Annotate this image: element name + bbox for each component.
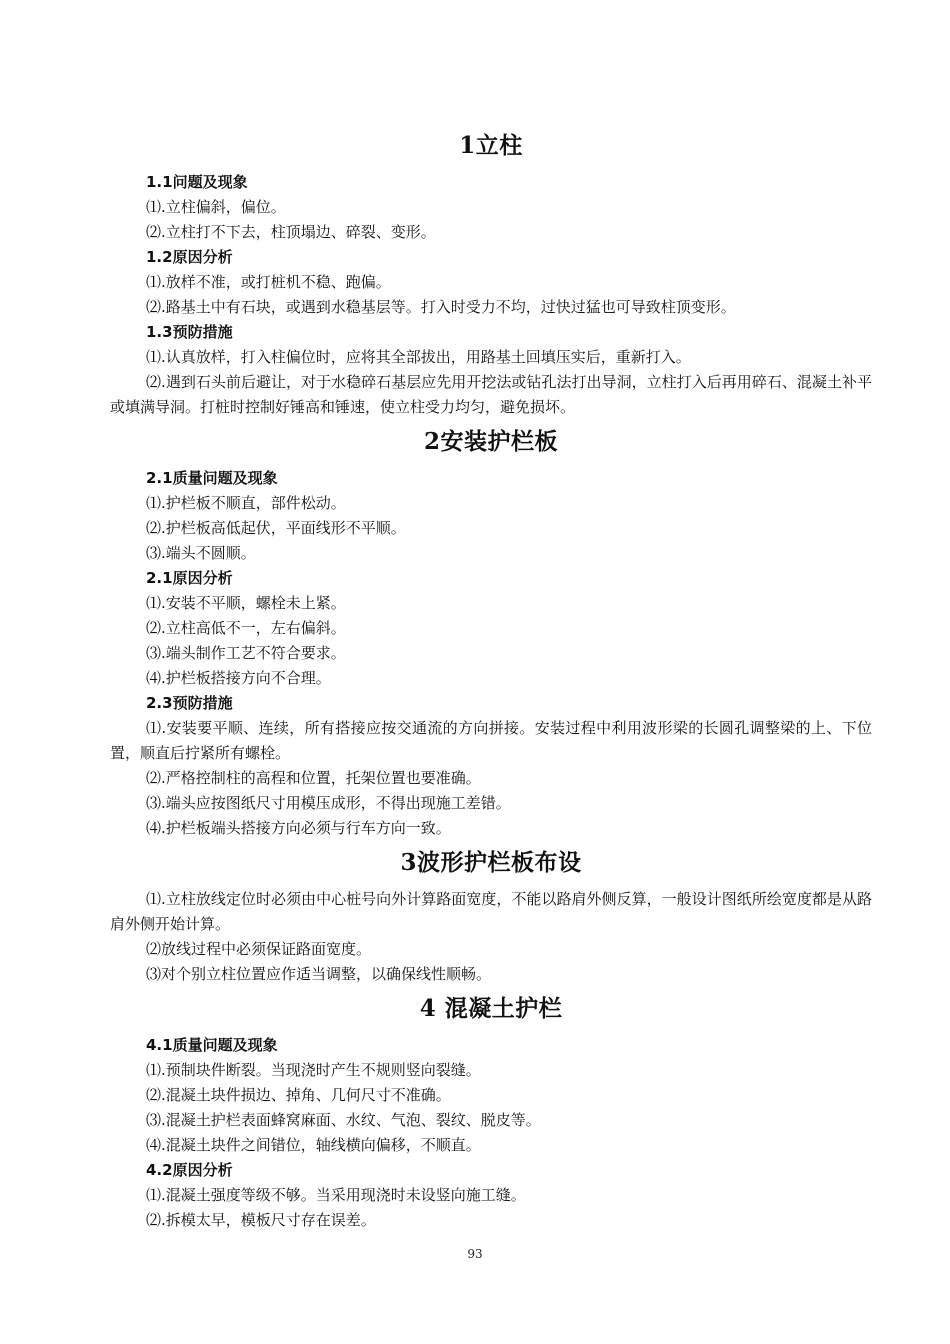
- paragraph: ⑵.严格控制柱的高程和位置，托架位置也要准确。: [146, 769, 481, 787]
- paragraph: ⑶.混凝土护栏表面蜂窝麻面、水纹、气泡、裂纹、脱皮等。: [146, 1111, 541, 1129]
- subsection-heading: 1.3预防措施: [146, 323, 233, 341]
- page-number: 93: [467, 1247, 483, 1261]
- paragraph: ⑴.立柱放线定位时必须由中心桩号向外计算路面宽度，不能以路肩外侧反算，一般设计图纸所绘宽度都是从路肩外侧开始计算。: [110, 890, 872, 933]
- paragraph: ⑴.预制块件断裂。当现浇时产生不规则竖向裂缝。: [146, 1061, 481, 1079]
- paragraph: ⑴.混凝土强度等级不够。当采用现浇时未设竖向施工缝。: [146, 1186, 526, 1204]
- paragraph: ⑴.安装不平顺，螺栓未上紧。: [146, 594, 346, 612]
- section-title: 3波形护栏板布设: [400, 849, 582, 876]
- section-title: 1立柱: [459, 132, 523, 159]
- subsection-heading: 4.1质量问题及现象: [146, 1036, 278, 1054]
- paragraph: ⑶对个别立柱位置应作适当调整，以确保线性顺畅。: [146, 965, 492, 983]
- paragraph: ⑷.护栏板端头搭接方向必须与行车方向一致。: [146, 819, 451, 837]
- paragraph: ⑶.端头不圆顺。: [146, 544, 256, 562]
- paragraph: ⑴.立柱偏斜，偏位。: [146, 198, 286, 216]
- paragraph: ⑵.路基土中有石块，或遇到水稳基层等。打入时受力不均，过快过猛也可导致柱顶变形。: [146, 298, 736, 316]
- section-title: 2安装护栏板: [423, 428, 558, 455]
- subsection-heading: 2.1原因分析: [146, 569, 233, 587]
- paragraph: ⑶.端头制作工艺不符合要求。: [146, 644, 346, 662]
- paragraph: ⑴.护栏板不顺直，部件松动。: [146, 494, 346, 512]
- subsection-heading: 4.2原因分析: [146, 1161, 233, 1179]
- paragraph: ⑵.立柱打不下去，柱顶塌边、碎裂、变形。: [146, 223, 436, 241]
- paragraph: ⑴.认真放样，打入柱偏位时，应将其全部拔出，用路基土回填压实后，重新打入。: [146, 348, 691, 366]
- paragraph: ⑵.护栏板高低起伏，平面线形不平顺。: [146, 519, 406, 537]
- subsection-heading: 2.1质量问题及现象: [146, 469, 278, 487]
- paragraph: ⑵.混凝土块件损边、掉角、几何尺寸不准确。: [146, 1086, 451, 1104]
- paragraph: ⑴.放样不准，或打桩机不稳、跑偏。: [146, 273, 391, 291]
- section-title: 4 混凝土护栏: [419, 995, 563, 1022]
- paragraph: ⑴.安装要平顺、连续，所有搭接应按交通流的方向拼接。安装过程中利用波形梁的长圆孔调整梁的上、下位置，顺直后拧紧所有螺栓。: [110, 719, 872, 762]
- paragraph: ⑵.立柱高低不一，左右偏斜。: [146, 619, 346, 637]
- subsection-heading: 1.1问题及现象: [146, 173, 248, 191]
- subsection-heading: 2.3预防措施: [146, 694, 233, 712]
- paragraph: ⑵放线过程中必须保证路面宽度。: [146, 940, 372, 958]
- subsection-heading: 1.2原因分析: [146, 248, 233, 266]
- paragraph: ⑵.遇到石头前后避让，对于水稳碎石基层应先用开挖法或钻孔法打出导洞，立柱打入后再用碎石、混凝土补平或填满导洞。打桩时控制好锤高和锤速，使立柱受力均匀，避免损坏。: [110, 373, 872, 416]
- paragraph: ⑷.混凝土块件之间错位，轴线横向偏移，不顺直。: [146, 1136, 481, 1154]
- document-body: [110, 128, 872, 1233]
- paragraph: ⑵.拆模太早，模板尺寸存在误差。: [146, 1211, 376, 1229]
- paragraph: ⑶.端头应按图纸尺寸用模压成形，不得出现施工差错。: [146, 794, 511, 812]
- paragraph: ⑷.护栏板搭接方向不合理。: [146, 669, 331, 687]
